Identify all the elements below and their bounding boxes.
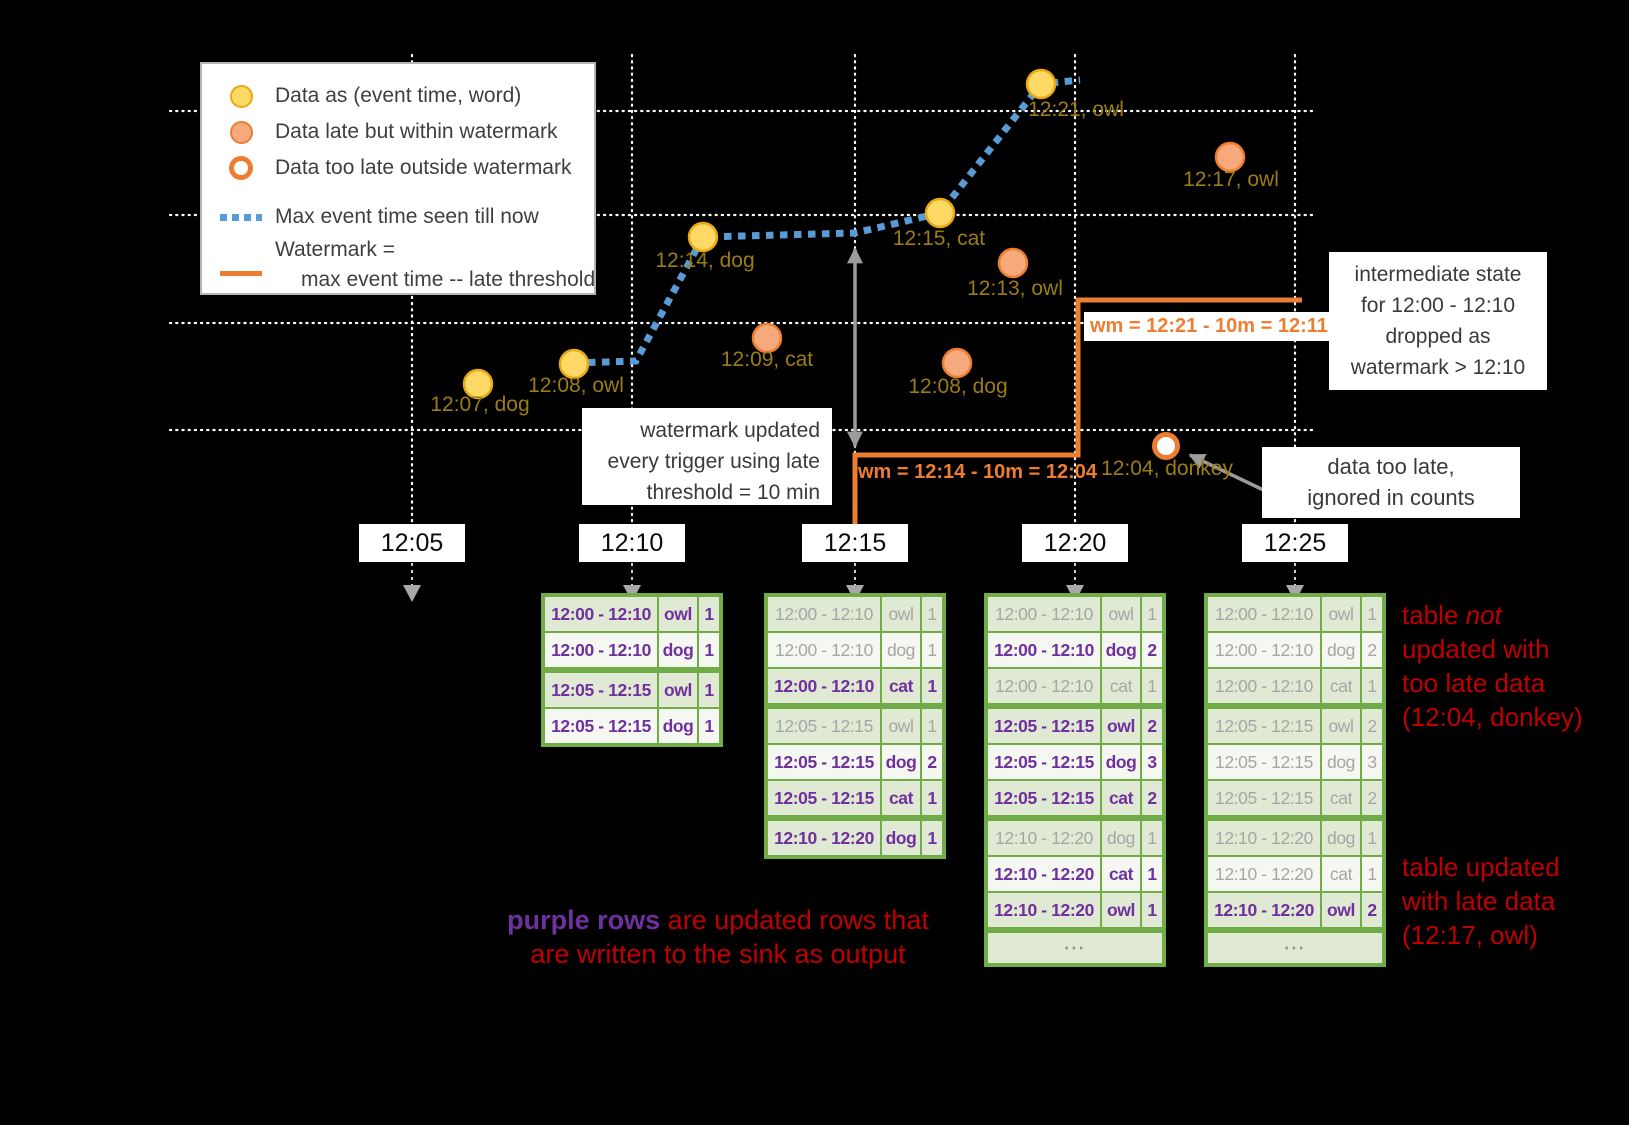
count-cell: 1 bbox=[1142, 857, 1162, 891]
point-label: 12:08, owl bbox=[528, 374, 624, 397]
table-row bbox=[545, 597, 719, 631]
table-row bbox=[1208, 633, 1382, 667]
window-cell: 12:10 - 12:20 bbox=[1208, 857, 1320, 891]
watermark-value-label: wm = 12:21 - 10m = 12:11 bbox=[1084, 312, 1334, 341]
legend-item-max-event-time bbox=[216, 199, 584, 235]
word-cell: dog bbox=[882, 821, 920, 855]
table-row bbox=[988, 709, 1162, 743]
table-row bbox=[768, 669, 942, 703]
word-cell: cat bbox=[1322, 857, 1360, 891]
result-table-12:15 bbox=[764, 593, 946, 859]
data-point-late bbox=[999, 249, 1027, 277]
word-cell: owl bbox=[1322, 597, 1360, 631]
window-cell: 12:10 - 12:20 bbox=[988, 857, 1100, 891]
count-cell: 1 bbox=[1142, 597, 1162, 631]
note-line bbox=[1402, 850, 1560, 884]
note-line bbox=[1402, 666, 1583, 700]
window-cell: 12:10 - 12:20 bbox=[988, 821, 1100, 855]
result-table-12:25 bbox=[1204, 593, 1386, 967]
count-cell: 2 bbox=[1142, 709, 1162, 743]
word-cell: dog bbox=[1102, 745, 1140, 779]
word-cell: cat bbox=[1102, 781, 1140, 815]
count-cell: 1 bbox=[699, 673, 719, 707]
count-cell: 1 bbox=[922, 669, 942, 703]
window-cell: 12:00 - 12:10 bbox=[988, 597, 1100, 631]
orange-line-icon bbox=[216, 271, 266, 276]
word-cell: owl bbox=[882, 597, 920, 631]
table-row bbox=[988, 857, 1162, 891]
time-tick-12:10: 12:10 bbox=[579, 524, 685, 562]
point-label: 12:14, dog bbox=[655, 249, 755, 272]
word-cell: owl bbox=[1102, 893, 1140, 927]
note-line: data too late, bbox=[1327, 454, 1455, 479]
note-line: intermediate state bbox=[1354, 263, 1522, 286]
count-cell: 2 bbox=[1142, 633, 1162, 667]
note-line: threshold = 10 min bbox=[646, 481, 820, 504]
window-cell: 12:05 - 12:15 bbox=[1208, 745, 1320, 779]
count-cell: 2 bbox=[1362, 781, 1382, 815]
blue-dashed-line-icon bbox=[216, 214, 266, 221]
time-tick-12:05: 12:05 bbox=[359, 524, 465, 562]
word-cell: cat bbox=[882, 669, 920, 703]
word-cell: dog bbox=[882, 633, 920, 667]
note-text: purple rows bbox=[507, 905, 661, 935]
legend-label: Data as (event time, word) bbox=[275, 84, 522, 107]
point-label: 12:09, cat bbox=[720, 348, 814, 371]
data-too-late-note bbox=[1262, 447, 1520, 518]
count-cell: 2 bbox=[1142, 781, 1162, 815]
window-cell: 12:05 - 12:15 bbox=[988, 745, 1100, 779]
window-cell: 12:05 - 12:15 bbox=[545, 709, 657, 743]
word-cell: cat bbox=[1102, 857, 1140, 891]
window-cell: 12:05 - 12:15 bbox=[1208, 781, 1320, 815]
table-row bbox=[1208, 745, 1382, 779]
more-rows-ellipsis: ⋯ bbox=[988, 933, 1162, 963]
window-cell: 12:00 - 12:10 bbox=[988, 669, 1100, 703]
legend-label: Max event time seen till now bbox=[275, 205, 539, 228]
time-tick-12:15: 12:15 bbox=[802, 524, 908, 562]
word-cell: owl bbox=[1102, 597, 1140, 631]
window-cell: 12:05 - 12:15 bbox=[988, 781, 1100, 815]
table-row bbox=[988, 669, 1162, 703]
point-label: 12:04, donkey bbox=[1101, 457, 1233, 480]
word-cell: dog bbox=[1102, 633, 1140, 667]
note-line bbox=[1402, 918, 1560, 952]
table-row bbox=[768, 821, 942, 855]
note-line: ignored in counts bbox=[1307, 485, 1475, 510]
count-cell: 2 bbox=[1362, 709, 1382, 743]
word-cell: dog bbox=[1322, 821, 1360, 855]
watermark-update-note bbox=[582, 408, 832, 505]
data-point-ontime bbox=[689, 223, 717, 251]
table-row bbox=[768, 633, 942, 667]
window-cell: 12:10 - 12:20 bbox=[1208, 821, 1320, 855]
note-line: every trigger using late bbox=[607, 450, 820, 473]
point-label: 12:13, owl bbox=[967, 277, 1063, 300]
word-cell: dog bbox=[659, 633, 697, 667]
count-cell: 1 bbox=[922, 709, 942, 743]
point-label: 12:08, dog bbox=[908, 375, 1008, 398]
word-cell: cat bbox=[882, 781, 920, 815]
max-event-time-line bbox=[574, 80, 1080, 363]
time-tick-12:20: 12:20 bbox=[1022, 524, 1128, 562]
count-cell: 1 bbox=[922, 781, 942, 815]
count-cell: 1 bbox=[1142, 821, 1162, 855]
table-row bbox=[768, 781, 942, 815]
count-cell: 2 bbox=[1362, 633, 1382, 667]
legend-label: Data late but within watermark bbox=[275, 120, 558, 143]
word-cell: owl bbox=[1322, 709, 1360, 743]
note-line: dropped as bbox=[1385, 325, 1491, 348]
count-cell: 1 bbox=[1362, 597, 1382, 631]
note-line: watermark updated bbox=[640, 419, 820, 442]
window-cell: 12:00 - 12:10 bbox=[988, 633, 1100, 667]
word-cell: cat bbox=[1102, 669, 1140, 703]
legend bbox=[200, 62, 596, 295]
count-cell: 1 bbox=[1142, 669, 1162, 703]
note-text: with late data bbox=[1402, 886, 1556, 916]
window-cell: 12:05 - 12:15 bbox=[545, 673, 657, 707]
note-line bbox=[1402, 598, 1583, 632]
count-cell: 3 bbox=[1142, 745, 1162, 779]
window-cell: 12:05 - 12:15 bbox=[1208, 709, 1320, 743]
note-text: table bbox=[1402, 600, 1466, 630]
note-text: (12:04, donkey) bbox=[1402, 702, 1583, 732]
count-cell: 1 bbox=[922, 821, 942, 855]
table-row bbox=[1208, 597, 1382, 631]
word-cell: owl bbox=[659, 673, 697, 707]
legend-item-late bbox=[216, 114, 584, 150]
table-row bbox=[988, 633, 1162, 667]
window-cell: 12:00 - 12:10 bbox=[545, 633, 657, 667]
count-cell: 1 bbox=[699, 709, 719, 743]
count-cell: 1 bbox=[699, 597, 719, 631]
word-cell: owl bbox=[1322, 893, 1360, 927]
note-line bbox=[1402, 700, 1583, 734]
table-row bbox=[545, 673, 719, 707]
table-row bbox=[1208, 669, 1382, 703]
legend-label: Watermark = max event time -- late threshold bbox=[275, 238, 596, 291]
count-cell: 1 bbox=[1362, 821, 1382, 855]
word-cell: cat bbox=[1322, 781, 1360, 815]
data-point-late bbox=[1216, 143, 1244, 171]
note-text: table updated bbox=[1402, 852, 1560, 882]
note-text: are updated rows that bbox=[660, 905, 929, 935]
note-text: too late data bbox=[1402, 668, 1546, 698]
table-row bbox=[1208, 709, 1382, 743]
watermark-value-label: wm = 12:14 - 10m = 12:04 bbox=[858, 461, 1098, 483]
table-row bbox=[768, 597, 942, 631]
window-cell: 12:00 - 12:10 bbox=[1208, 597, 1320, 631]
window-cell: 12:05 - 12:15 bbox=[768, 745, 880, 779]
table-row bbox=[768, 745, 942, 779]
window-cell: 12:05 - 12:15 bbox=[768, 781, 880, 815]
table-row bbox=[988, 821, 1162, 855]
table-row bbox=[545, 633, 719, 667]
window-cell: 12:05 - 12:15 bbox=[988, 709, 1100, 743]
window-cell: 12:00 - 12:10 bbox=[1208, 633, 1320, 667]
window-cell: 12:10 - 12:20 bbox=[768, 821, 880, 855]
result-table-12:10 bbox=[541, 593, 723, 747]
note-line: for 12:00 - 12:10 bbox=[1360, 294, 1516, 317]
count-cell: 1 bbox=[699, 633, 719, 667]
table-row bbox=[1208, 857, 1382, 891]
point-label: 12:07, dog bbox=[430, 393, 530, 416]
on-time-dot-icon bbox=[216, 85, 266, 108]
window-cell: 12:00 - 12:10 bbox=[1208, 669, 1320, 703]
purple-rows-note bbox=[478, 903, 958, 971]
word-cell: owl bbox=[882, 709, 920, 743]
word-cell: dog bbox=[1322, 745, 1360, 779]
window-cell: 12:10 - 12:20 bbox=[1208, 893, 1320, 927]
table-row bbox=[988, 597, 1162, 631]
note-text: are written to the sink as output bbox=[530, 939, 906, 969]
count-cell: 1 bbox=[1362, 857, 1382, 891]
word-cell: dog bbox=[882, 745, 920, 779]
too-late-ring-icon bbox=[216, 156, 266, 180]
point-label: 12:17, owl bbox=[1183, 168, 1279, 191]
legend-item-too-late bbox=[216, 150, 584, 186]
legend-item-watermark bbox=[216, 235, 596, 291]
word-cell: dog bbox=[1322, 633, 1360, 667]
word-cell: owl bbox=[659, 597, 697, 631]
table-row bbox=[545, 709, 719, 743]
window-cell: 12:00 - 12:10 bbox=[768, 669, 880, 703]
table-row bbox=[988, 745, 1162, 779]
table-row bbox=[988, 781, 1162, 815]
table-row bbox=[1208, 893, 1382, 927]
window-cell: 12:00 - 12:10 bbox=[768, 597, 880, 631]
count-cell: 2 bbox=[922, 745, 942, 779]
table-row bbox=[768, 709, 942, 743]
count-cell: 1 bbox=[922, 597, 942, 631]
point-label: 12:21, owl bbox=[1028, 98, 1124, 121]
window-cell: 12:00 - 12:10 bbox=[768, 633, 880, 667]
word-cell: cat bbox=[1322, 669, 1360, 703]
window-cell: 12:10 - 12:20 bbox=[988, 893, 1100, 927]
count-cell: 1 bbox=[1362, 669, 1382, 703]
data-point-ontime bbox=[926, 199, 954, 227]
window-cell: 12:00 - 12:10 bbox=[545, 597, 657, 631]
note-text: updated with bbox=[1402, 634, 1550, 664]
table-row bbox=[1208, 821, 1382, 855]
word-cell: dog bbox=[1102, 821, 1140, 855]
data-point-late bbox=[943, 349, 971, 377]
table-not-updated-note bbox=[1402, 598, 1583, 734]
count-cell: 1 bbox=[1142, 893, 1162, 927]
more-rows-ellipsis: ⋯ bbox=[1208, 933, 1382, 963]
window-cell: 12:05 - 12:15 bbox=[768, 709, 880, 743]
result-table-12:20 bbox=[984, 593, 1166, 967]
data-point-toolate bbox=[1155, 435, 1178, 458]
count-cell: 3 bbox=[1362, 745, 1382, 779]
table-row bbox=[1208, 781, 1382, 815]
count-cell: 2 bbox=[1362, 893, 1382, 927]
word-cell: dog bbox=[659, 709, 697, 743]
note-line: watermark > 12:10 bbox=[1350, 356, 1526, 379]
intermediate-state-note bbox=[1329, 252, 1547, 390]
table-row bbox=[988, 893, 1162, 927]
word-cell: owl bbox=[1102, 709, 1140, 743]
trigger-arrowhead bbox=[403, 585, 421, 602]
note-line bbox=[1402, 884, 1560, 918]
table-updated-note bbox=[1402, 850, 1560, 952]
count-cell: 1 bbox=[922, 633, 942, 667]
data-point-ontime bbox=[1027, 70, 1055, 98]
note-text: not bbox=[1465, 600, 1502, 630]
point-label: 12:15, cat bbox=[892, 227, 986, 250]
legend-label: Data too late outside watermark bbox=[275, 156, 572, 179]
late-dot-icon bbox=[216, 121, 266, 144]
time-tick-12:25: 12:25 bbox=[1242, 524, 1348, 562]
legend-item-on-time bbox=[216, 78, 584, 114]
note-line bbox=[1402, 632, 1583, 666]
note-text: (12:17, owl) bbox=[1402, 920, 1538, 950]
